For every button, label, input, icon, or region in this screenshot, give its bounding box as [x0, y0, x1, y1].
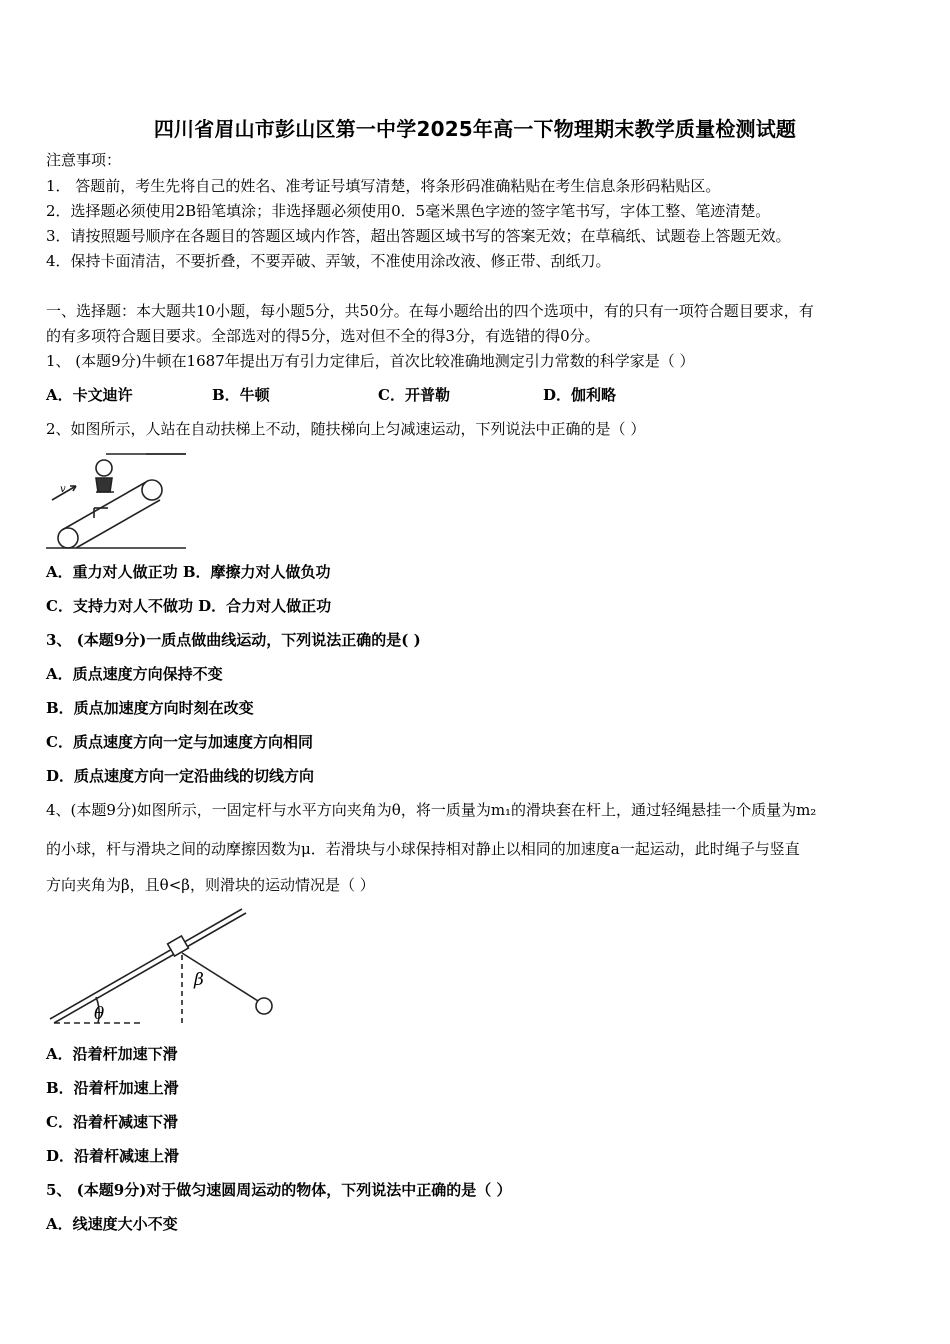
escalator-velocity-label: v	[60, 484, 66, 495]
q3-stem: 3、 (本题9分)一质点做曲线运动，下列说法正确的是( )	[46, 631, 421, 649]
q2-options-row2: C．支持力对人不做功 D．合力对人做正功	[46, 597, 332, 615]
note-item: 1． 答题前，考生先将自己的姓名、准考证号填写清楚，将条形码准确粘贴在考生信息条形码粘贴区。	[46, 177, 721, 195]
q5-stem: 5、 (本题9分)对于做匀速圆周运动的物体，下列说法中正确的是（ ）	[46, 1181, 512, 1199]
q4-stem-line1: 4、(本题9分)如图所示，一固定杆与水平方向夹角为θ，将一质量为m₁的滑块套在杆上，通过轻绳悬挂一个质量为m₂	[46, 801, 817, 819]
notes-heading: 注意事项：	[46, 151, 122, 169]
q3-option-a: A．质点速度方向保持不变	[46, 665, 223, 683]
q2-stem: 2、如图所示，人站在自动扶梯上不动，随扶梯向上匀减速运动，下列说法中正确的是（ ）	[46, 420, 646, 438]
q4-stem-line2: 的小球，杆与滑块之间的动摩擦因数为μ．若滑块与小球保持相对静止以相同的加速度a一起运动，此时绳子与竖直	[46, 840, 800, 858]
q1-stem: 1、 (本题9分)牛顿在1687年提出万有引力定律后，首次比较准确地测定引力常数的科学家是（ ）	[46, 352, 695, 370]
q4-option-a: A．沿着杆加速下滑	[46, 1045, 178, 1063]
q3-option-d: D．质点速度方向一定沿曲线的切线方向	[46, 767, 315, 785]
inclined-rod-figure	[46, 905, 286, 1030]
q1-option-c: C．开普勒	[378, 386, 450, 404]
q4-option-d: D．沿着杆减速上滑	[46, 1147, 180, 1165]
q3-option-c: C．质点速度方向一定与加速度方向相同	[46, 733, 313, 751]
theta-label: θ	[94, 1004, 105, 1024]
page-title: 四川省眉山市彭山区第一中学2025年高一下物理期末教学质量检测试题	[153, 117, 797, 141]
q4-option-b: B．沿着杆加速上滑	[46, 1079, 179, 1097]
q3-option-b: B．质点加速度方向时刻在改变	[46, 699, 254, 717]
section-intro-line2: 的有多项符合题目要求。全部选对的得5分，选对但不全的得3分，有选错的得0分。	[46, 327, 600, 345]
q1-option-a: A．卡文迪许	[46, 386, 133, 404]
section-intro-line1: 一、选择题：本大题共10小题，每小题5分，共50分。在每小题给出的四个选项中，有的只有一项符合题目要求，有	[46, 302, 814, 320]
q4-option-c: C．沿着杆减速下滑	[46, 1113, 178, 1131]
q5-option-a: A．线速度大小不变	[46, 1215, 178, 1233]
q4-stem-line3: 方向夹角为β，且θ<β，则滑块的运动情况是（ ）	[46, 876, 375, 894]
note-item: 4．保持卡面清洁，不要折叠，不要弄破、弄皱，不准使用涂改液、修正带、刮纸刀。	[46, 252, 611, 270]
beta-label: β	[194, 970, 204, 990]
q1-option-d: D．伽利略	[543, 386, 617, 404]
q1-option-b: B．牛顿	[212, 386, 270, 404]
note-item: 3．请按照题号顺序在各题目的答题区域内作答，超出答题区域书写的答案无效；在草稿纸、试题卷上答题无效。	[46, 227, 791, 245]
q2-options-row1: A．重力对人做正功 B．摩擦力对人做负功	[46, 563, 331, 581]
note-item: 2．选择题必须使用2B铅笔填涂；非选择题必须使用0．5毫米黑色字迹的签字笔书写，字体工整、笔迹清楚。	[46, 202, 771, 220]
escalator-figure	[46, 448, 188, 552]
